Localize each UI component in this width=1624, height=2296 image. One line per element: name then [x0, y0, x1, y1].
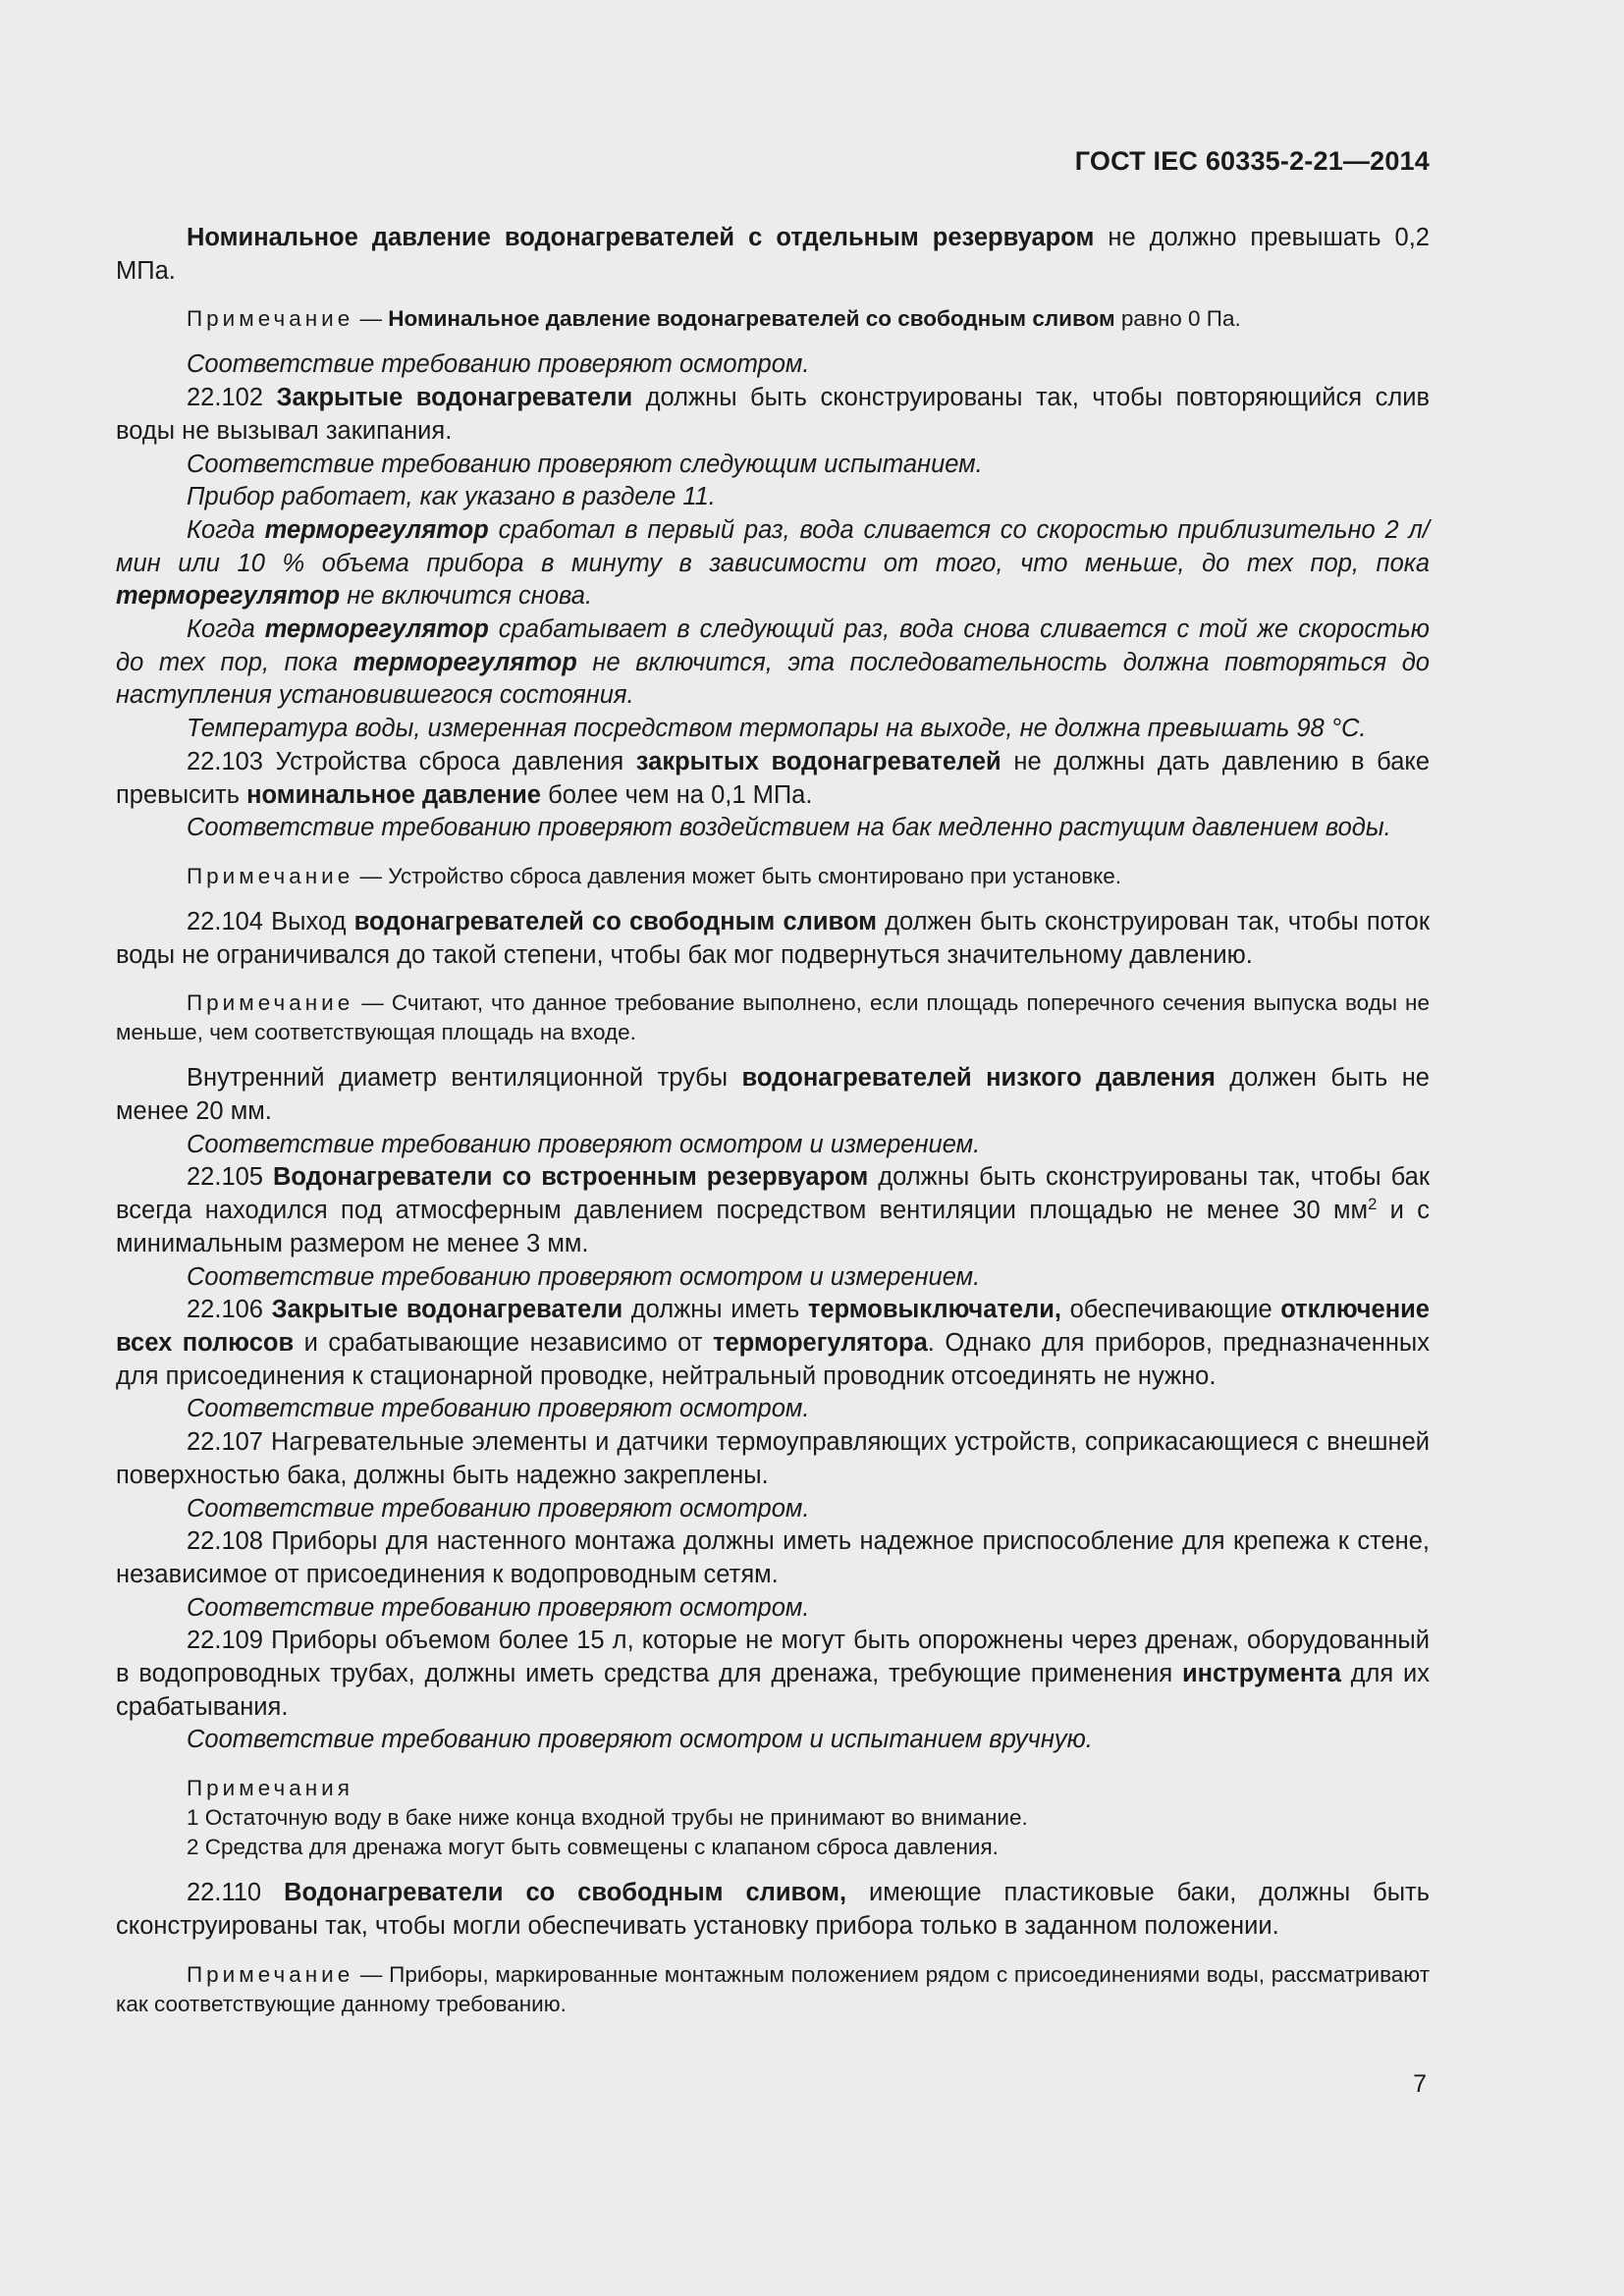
- test-text: Когда терморегулятор сработал в первый раз, вода сливается со скоростью приблизительно 2 л/мин или 10 % объема прибора в минуту в зависимости от того, что меньше, до тех пор, пока терморегулятор не включится снова.: [116, 515, 1430, 611]
- test-text: Температура воды, измеренная посредством термопары на выходе, не должна превышать 98 °С.: [187, 715, 1367, 743]
- clause-22-104: 22.104 Выход водонагревателей со свободным сливом должен быть сконструирован так, чтобы поток воды не ограничивался до такой степени, чтобы бак мог подвернуться значительному давлению.: [116, 907, 1430, 969]
- test-text: Прибор работает, как указано в разделе 11.: [187, 483, 716, 511]
- paragraph: Внутренний диаметр вентиляционной трубы водонагревателей низкого давления должен быть не менее 20 мм.: [116, 1064, 1430, 1126]
- compliance-text: Соответствие требованию проверяют осмотром и измерением.: [187, 1262, 981, 1291]
- compliance-text: Соответствие требованию проверяют осмотром.: [187, 1395, 810, 1423]
- notes-label: Примечания: [187, 1776, 353, 1801]
- note-item: 1 Остаточную воду в баке ниже конца входной трубы не принимают во внимание.: [187, 1805, 1028, 1831]
- page-number: 7: [1413, 2070, 1427, 2098]
- compliance-text: Соответствие требованию проверяют следующим испытанием.: [187, 450, 983, 478]
- compliance-text: Соответствие требованию проверяют воздействием на бак медленно растущим давлением воды.: [187, 814, 1391, 842]
- compliance-text: Соответствие требованию проверяют осмотром.: [187, 1494, 810, 1522]
- clause-22-103: 22.103 Устройства сброса давления закрытых водонагревателей не должны дать давлению в баке превысить номинальное давление более чем на 0,1 МПа.: [116, 747, 1431, 809]
- note: Примечание — Номинальное давление водонагревателей со свободным сливом равно 0 Па.: [187, 306, 1241, 332]
- compliance-text: Соответствие требованию проверяют осмотром и измерением.: [187, 1130, 981, 1158]
- note: Примечание — Приборы, маркированные монтажным положением рядом с присоединениями воды, рассматривают как соответствующие данному требованию.: [116, 1961, 1430, 2016]
- note-label: Примечание: [187, 306, 354, 332]
- note-label: Примечание: [187, 1961, 354, 1987]
- compliance-text: Соответствие требованию проверяют осмотром.: [187, 350, 810, 379]
- note: Примечание — Считают, что данное требование выполнено, если площадь поперечного сечения выпуска воды не меньше, чем соответствующая площадь на входе.: [116, 990, 1430, 1045]
- clause-22-108: 22.108 Приборы для настенного монтажа должны иметь надежное приспособление для крепежа к стене, независимое от присоединения к водопроводным сетям.: [116, 1527, 1430, 1588]
- compliance-text: Соответствие требованию проверяют осмотром.: [187, 1593, 810, 1622]
- test-text: Когда терморегулятор срабатывает в следующий раз, вода снова сливается с той же скоростью до тех пор, пока терморегулятор не включится, эта последовательность должна повторяться до наступления установившегося состояния.: [116, 615, 1430, 710]
- clause-22-106: 22.106 Закрытые водонагреватели должны иметь термовыключатели, обеспечивающие отключение всех полюсов и срабатывающие независимо от терморегулятора. Однако для приборов, предназначенных для присоединения к стационарной проводке, нейтральный проводник отсоединять не нужно.: [116, 1296, 1430, 1390]
- compliance-text: Соответствие требованию проверяют осмотром и испытанием вручную.: [187, 1726, 1093, 1754]
- note: Примечание — Устройство сброса давления может быть смонтировано при установке.: [187, 863, 1122, 888]
- clause-22-105: 22.105 Водонагреватели со встроенным резервуаром должны быть сконструированы так, чтобы бак всегда находился под атмосферным давлением посредством вентиляции площадью не менее 30 $мм^2$ и с минимальным размером не менее 3 мм.: [116, 1163, 1430, 1257]
- clause-22-109: 22.109 Приборы объемом более 15 л, которые не могут быть опорожнены через дренаж, оборудованный в водопроводных трубах, должны иметь средства для дренажа, требующие применения инструмента для их срабатывания.: [116, 1627, 1430, 1721]
- document-body: [116, 222, 1430, 2034]
- document-header: ГОСТ IEC 60335-2-21—2014: [1074, 146, 1430, 176]
- clause-22-110: 22.110 Водонагреватели со свободным сливом, имеющие пластиковые баки, должны быть сконструированы так, чтобы могли обеспечивать установку прибора только в заданном положении.: [116, 1879, 1430, 1940]
- paragraph: Номинальное давление водонагревателей с отдельным резервуаром не должно превышать 0,2 МПа.: [116, 224, 1430, 285]
- note-label: Примечание: [187, 990, 354, 1016]
- clause-22-102: 22.102 Закрытые водонагреватели должны быть сконструированы так, чтобы повторяющийся слив воды не вызывал закипания.: [116, 384, 1430, 445]
- clause-22-107: 22.107 Нагревательные элементы и датчики термоуправляющих устройств, соприкасающиеся с внешней поверхностью бака, должны быть надежно закреплены.: [116, 1428, 1430, 1489]
- note-label: Примечание: [187, 863, 354, 888]
- note-item: 2 Средства для дренажа могут быть совмещены с клапаном сброса давления.: [187, 1835, 999, 1860]
- notes-list: [116, 1774, 1430, 1862]
